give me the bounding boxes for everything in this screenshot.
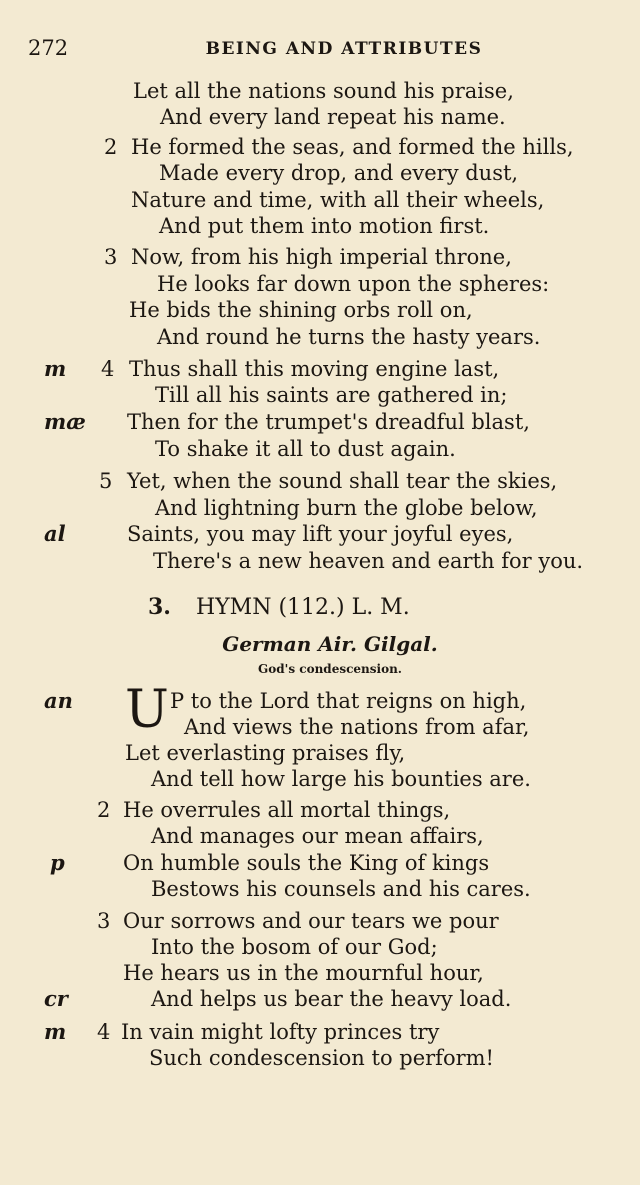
performance-mark: mæ xyxy=(44,409,86,434)
stanza-number: 4 xyxy=(97,1020,111,1044)
running-title: BEING AND ATTRIBUTES xyxy=(205,39,483,59)
stanza-number: 5 xyxy=(99,469,113,493)
verse-line: He hears us in the mournful hour, xyxy=(123,961,484,985)
verse-line: He bids the shining orbs roll on, xyxy=(129,298,473,322)
verse-line: And lightning burn the globe below, xyxy=(155,496,538,520)
verse-line: And round he turns the hasty years. xyxy=(157,325,541,349)
drop-cap: U xyxy=(125,680,169,740)
stanza-number: 2 xyxy=(97,798,111,822)
verse-line: Yet, when the sound shall tear the skies, xyxy=(127,469,558,493)
performance-mark: an xyxy=(44,688,73,713)
verse-line: He looks far down upon the spheres: xyxy=(157,272,550,296)
performance-mark: cr xyxy=(44,986,68,1011)
stanza-number: 3 xyxy=(97,909,111,933)
hymn-subject: God's condescension. xyxy=(258,662,402,676)
verse-line: And put them into motion first. xyxy=(159,214,490,238)
tune-names: German Air. Gilgal. xyxy=(222,632,438,656)
hymn-heading xyxy=(148,594,410,620)
verse-line: Let everlasting praises fly, xyxy=(125,741,406,765)
verse-line: And every land repeat his name. xyxy=(160,105,506,129)
verse-line: And views the nations from afar, xyxy=(184,715,530,739)
page-number: 272 xyxy=(28,36,69,60)
verse-line: In vain might lofty princes try xyxy=(121,1020,440,1044)
performance-mark: al xyxy=(44,521,66,546)
verse-line: Then for the trumpet's dreadful blast, xyxy=(127,410,530,434)
verse-line: Bestows his counsels and his cares. xyxy=(151,877,531,901)
verse-line: And manages our mean affairs, xyxy=(151,824,484,848)
verse-line: And tell how large his bounties are. xyxy=(151,767,531,791)
verse-line: And helps us bear the heavy load. xyxy=(151,987,512,1011)
verse-line: Into the bosom of our God; xyxy=(151,935,438,959)
verse-line: Now, from his high imperial throne, xyxy=(131,245,512,269)
verse-line: There's a new heaven and earth for you. xyxy=(153,549,584,573)
verse-line: Till all his saints are gathered in; xyxy=(155,383,508,407)
verse-line: On humble souls the King of kings xyxy=(123,851,490,875)
performance-mark: m xyxy=(44,1019,67,1044)
verse-line: Nature and time, with all their wheels, xyxy=(131,188,545,212)
verse-line: Such condescension to perform! xyxy=(149,1046,494,1070)
hymn-title: HYMN (112.) L. M. xyxy=(195,595,410,620)
verse-line: To shake it all to dust again. xyxy=(155,437,456,461)
verse-line: P to the Lord that reigns on high, xyxy=(170,689,527,713)
verse-line: He formed the seas, and formed the hills, xyxy=(131,135,574,159)
verse-line: Saints, you may lift your joyful eyes, xyxy=(127,522,514,546)
performance-mark: m xyxy=(44,356,67,381)
verse-line: Let all the nations sound his praise, xyxy=(133,79,514,103)
verse-line: Thus shall this moving engine last, xyxy=(129,357,500,381)
stanza-number: 2 xyxy=(104,135,118,159)
verse-line: Our sorrows and our tears we pour xyxy=(123,909,499,933)
performance-mark: p xyxy=(50,850,65,875)
stanza-number: 4 xyxy=(101,357,115,381)
verse-line: Made every drop, and every dust, xyxy=(159,161,519,185)
hymn-number: 3. xyxy=(148,594,171,620)
verse-line: He overrules all mortal things, xyxy=(123,798,451,822)
stanza-number: 3 xyxy=(104,245,118,269)
page-header xyxy=(28,36,600,66)
